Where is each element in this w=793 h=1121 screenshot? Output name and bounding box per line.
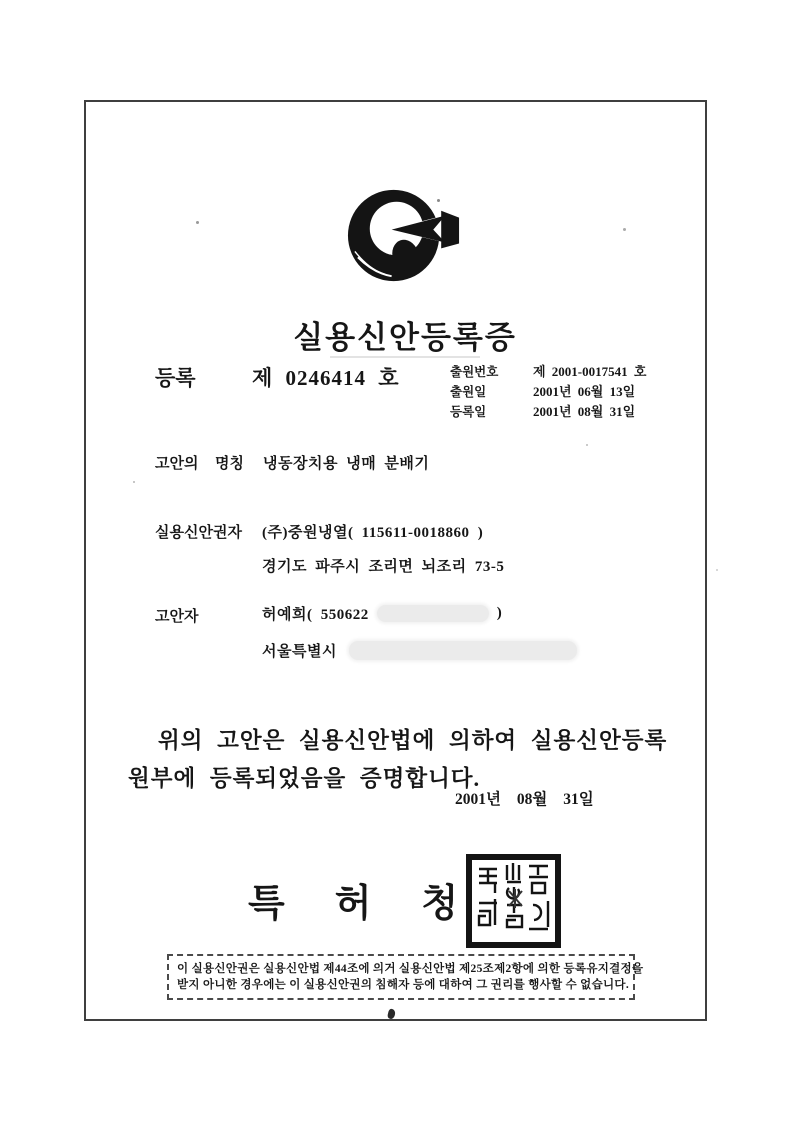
scan-artifact-line xyxy=(330,356,480,358)
inventor-label: 고안자 xyxy=(155,609,199,625)
legal-notice-line-2: 받지 아니한 경우에는 이 실용신안권의 침해자 등에 대하여 그 권리를 행사할 수 없습니다. xyxy=(177,979,629,991)
statement-line-2: 원부에 등록되었음을 증명합니다. xyxy=(128,766,481,791)
agency-name: 특허청 xyxy=(248,883,509,925)
device-name-value: 냉동장치용 냉매 분배기 xyxy=(263,456,430,472)
redaction-mark xyxy=(349,641,577,660)
inventor-name-and-id: 허예희( 550622 xyxy=(262,607,369,623)
filing-date-label: 출원일 xyxy=(450,385,487,399)
table-row xyxy=(450,384,660,400)
commissioner-square-seal-icon xyxy=(465,853,562,949)
registration-date-label: 등록일 xyxy=(450,405,487,419)
device-name-label: 고안의 명칭 xyxy=(155,456,244,472)
legal-notice-line-1: 이 실용신안권은 실용신안법 제44조에 의거 실용신안법 제25조제2항에 의한 등록유지결정을 xyxy=(177,963,644,975)
application-info-table xyxy=(450,364,660,424)
scan-speck xyxy=(716,569,718,571)
issue-date: 2001년 08월 31일 xyxy=(455,791,594,808)
scan-speck xyxy=(586,444,588,446)
certifying-statement xyxy=(128,722,680,798)
filing-date-value: 2001년 06월 13일 xyxy=(533,384,636,399)
scan-speck xyxy=(623,228,626,231)
inventor-address-row xyxy=(262,640,577,661)
owner-address: 경기도 파주시 조리면 뇌조리 73-5 xyxy=(262,559,505,575)
inventor-address: 서울특별시 xyxy=(262,644,337,660)
table-row xyxy=(450,364,660,380)
owner-value: (주)중원냉열( 115611-0018860 ) xyxy=(262,525,484,541)
inventor-paren-close: ) xyxy=(496,605,503,621)
inventor-value-row xyxy=(262,603,502,624)
kipo-brush-circle-logo-icon xyxy=(342,184,466,292)
redaction-mark xyxy=(377,605,489,622)
statement-line-1: 위의 고안은 실용신안법에 의하여 실용신안등록 xyxy=(158,728,668,753)
scan-speck xyxy=(196,221,199,224)
application-number-label: 출원번호 xyxy=(450,365,499,379)
scan-speck xyxy=(133,481,135,483)
legal-notice-box xyxy=(167,954,644,1000)
registration-label: 등록 xyxy=(155,366,196,390)
table-row xyxy=(450,404,660,420)
certificate-title: 실용신안등록증 xyxy=(293,320,517,355)
registration-number: 제 0246414 호 xyxy=(252,366,400,390)
registration-date-value: 2001년 08월 31일 xyxy=(533,404,636,419)
application-number-value: 제 2001-0017541 호 xyxy=(533,364,647,379)
owner-label: 실용신안권자 xyxy=(155,525,242,541)
scan-speck xyxy=(437,199,440,202)
